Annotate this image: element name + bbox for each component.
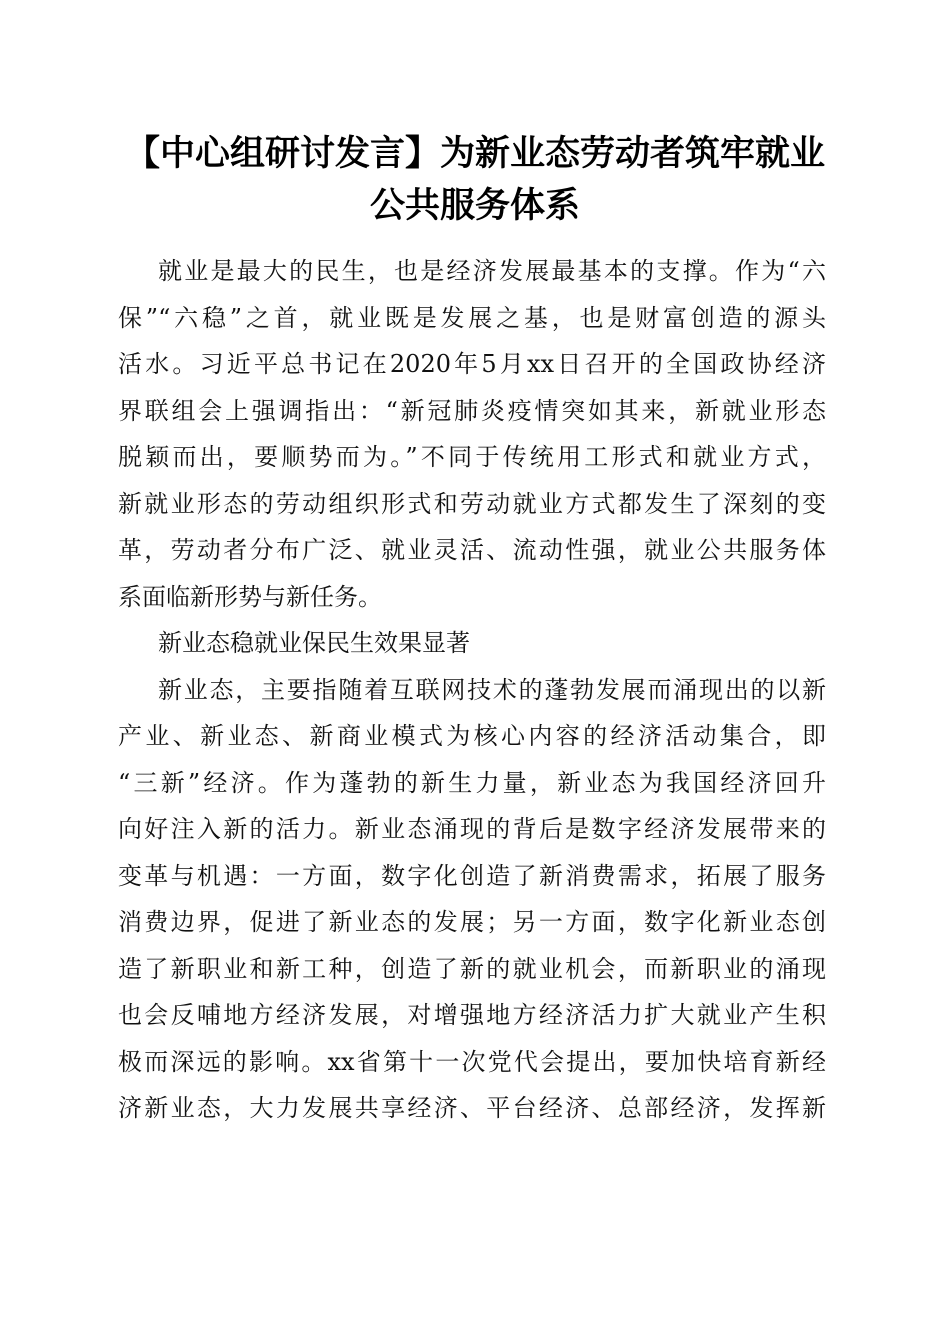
document-body: [118, 248, 826, 1132]
paragraph-line: 界联组会上强调指出：“新冠肺炎疫情突如其来，新就业形态: [118, 396, 826, 425]
title-line-1: 【中心组研讨发言】为新业态劳动者筑牢就业: [124, 134, 825, 174]
paragraph-line: 消费边界，促进了新业态的发展；另一方面，数字化新业态创: [118, 908, 826, 936]
document-title: [120, 128, 830, 232]
paragraph-line: 革，劳动者分布广泛、就业灵活、流动性强，就业公共服务体: [118, 536, 826, 564]
paragraph-line: 向好注入新的活力。新业态涌现的背后是数字经济发展带来的: [118, 815, 826, 843]
paragraph-line: 极而深远的影响。xx省第十一次党代会提出，要加快培育新经: [118, 1047, 826, 1076]
paragraph-line: 活水。习近平总书记在2020年5月xx日召开的全国政协经济: [118, 350, 826, 378]
paragraph-line: 产业、新业态、新商业模式为核心内容的经济活动集合，即: [118, 722, 826, 750]
paragraph-line: 系面临新形势与新任务。: [118, 582, 382, 611]
paragraph-line: 脱颖而出，要顺势而为。”不同于传统用工形式和就业方式，: [118, 443, 826, 471]
paragraph-line: 济新业态，大力发展共享经济、平台经济、总部经济，发挥新: [118, 1094, 826, 1122]
paragraph-line: 变革与机遇：一方面，数字化创造了新消费需求，拓展了服务: [118, 861, 826, 890]
paragraph-line: 新业态，主要指随着互联网技术的蓬勃发展而涌现出的以新: [158, 675, 826, 704]
paragraph-line: 也会反哺地方经济发展，对增强地方经济活力扩大就业产生积: [118, 1001, 826, 1029]
title-line-2: 公共服务体系: [369, 186, 580, 226]
paragraph-line: 就业是最大的民生，也是经济发展最基本的支撑。作为“六: [158, 257, 826, 285]
paragraph-line: “三新”经济。作为蓬勃的新生力量，新业态为我国经济回升: [118, 768, 826, 797]
section-heading: 新业态稳就业保民生效果显著: [158, 629, 470, 657]
paragraph-line: 保”“六稳”之首，就业既是发展之基，也是财富创造的源头: [118, 303, 826, 332]
paragraph-line: 造了新职业和新工种，创造了新的就业机会，而新职业的涌现: [118, 954, 826, 983]
paragraph-line: 新就业形态的劳动组织形式和劳动就业方式都发生了深刻的变: [118, 489, 826, 518]
